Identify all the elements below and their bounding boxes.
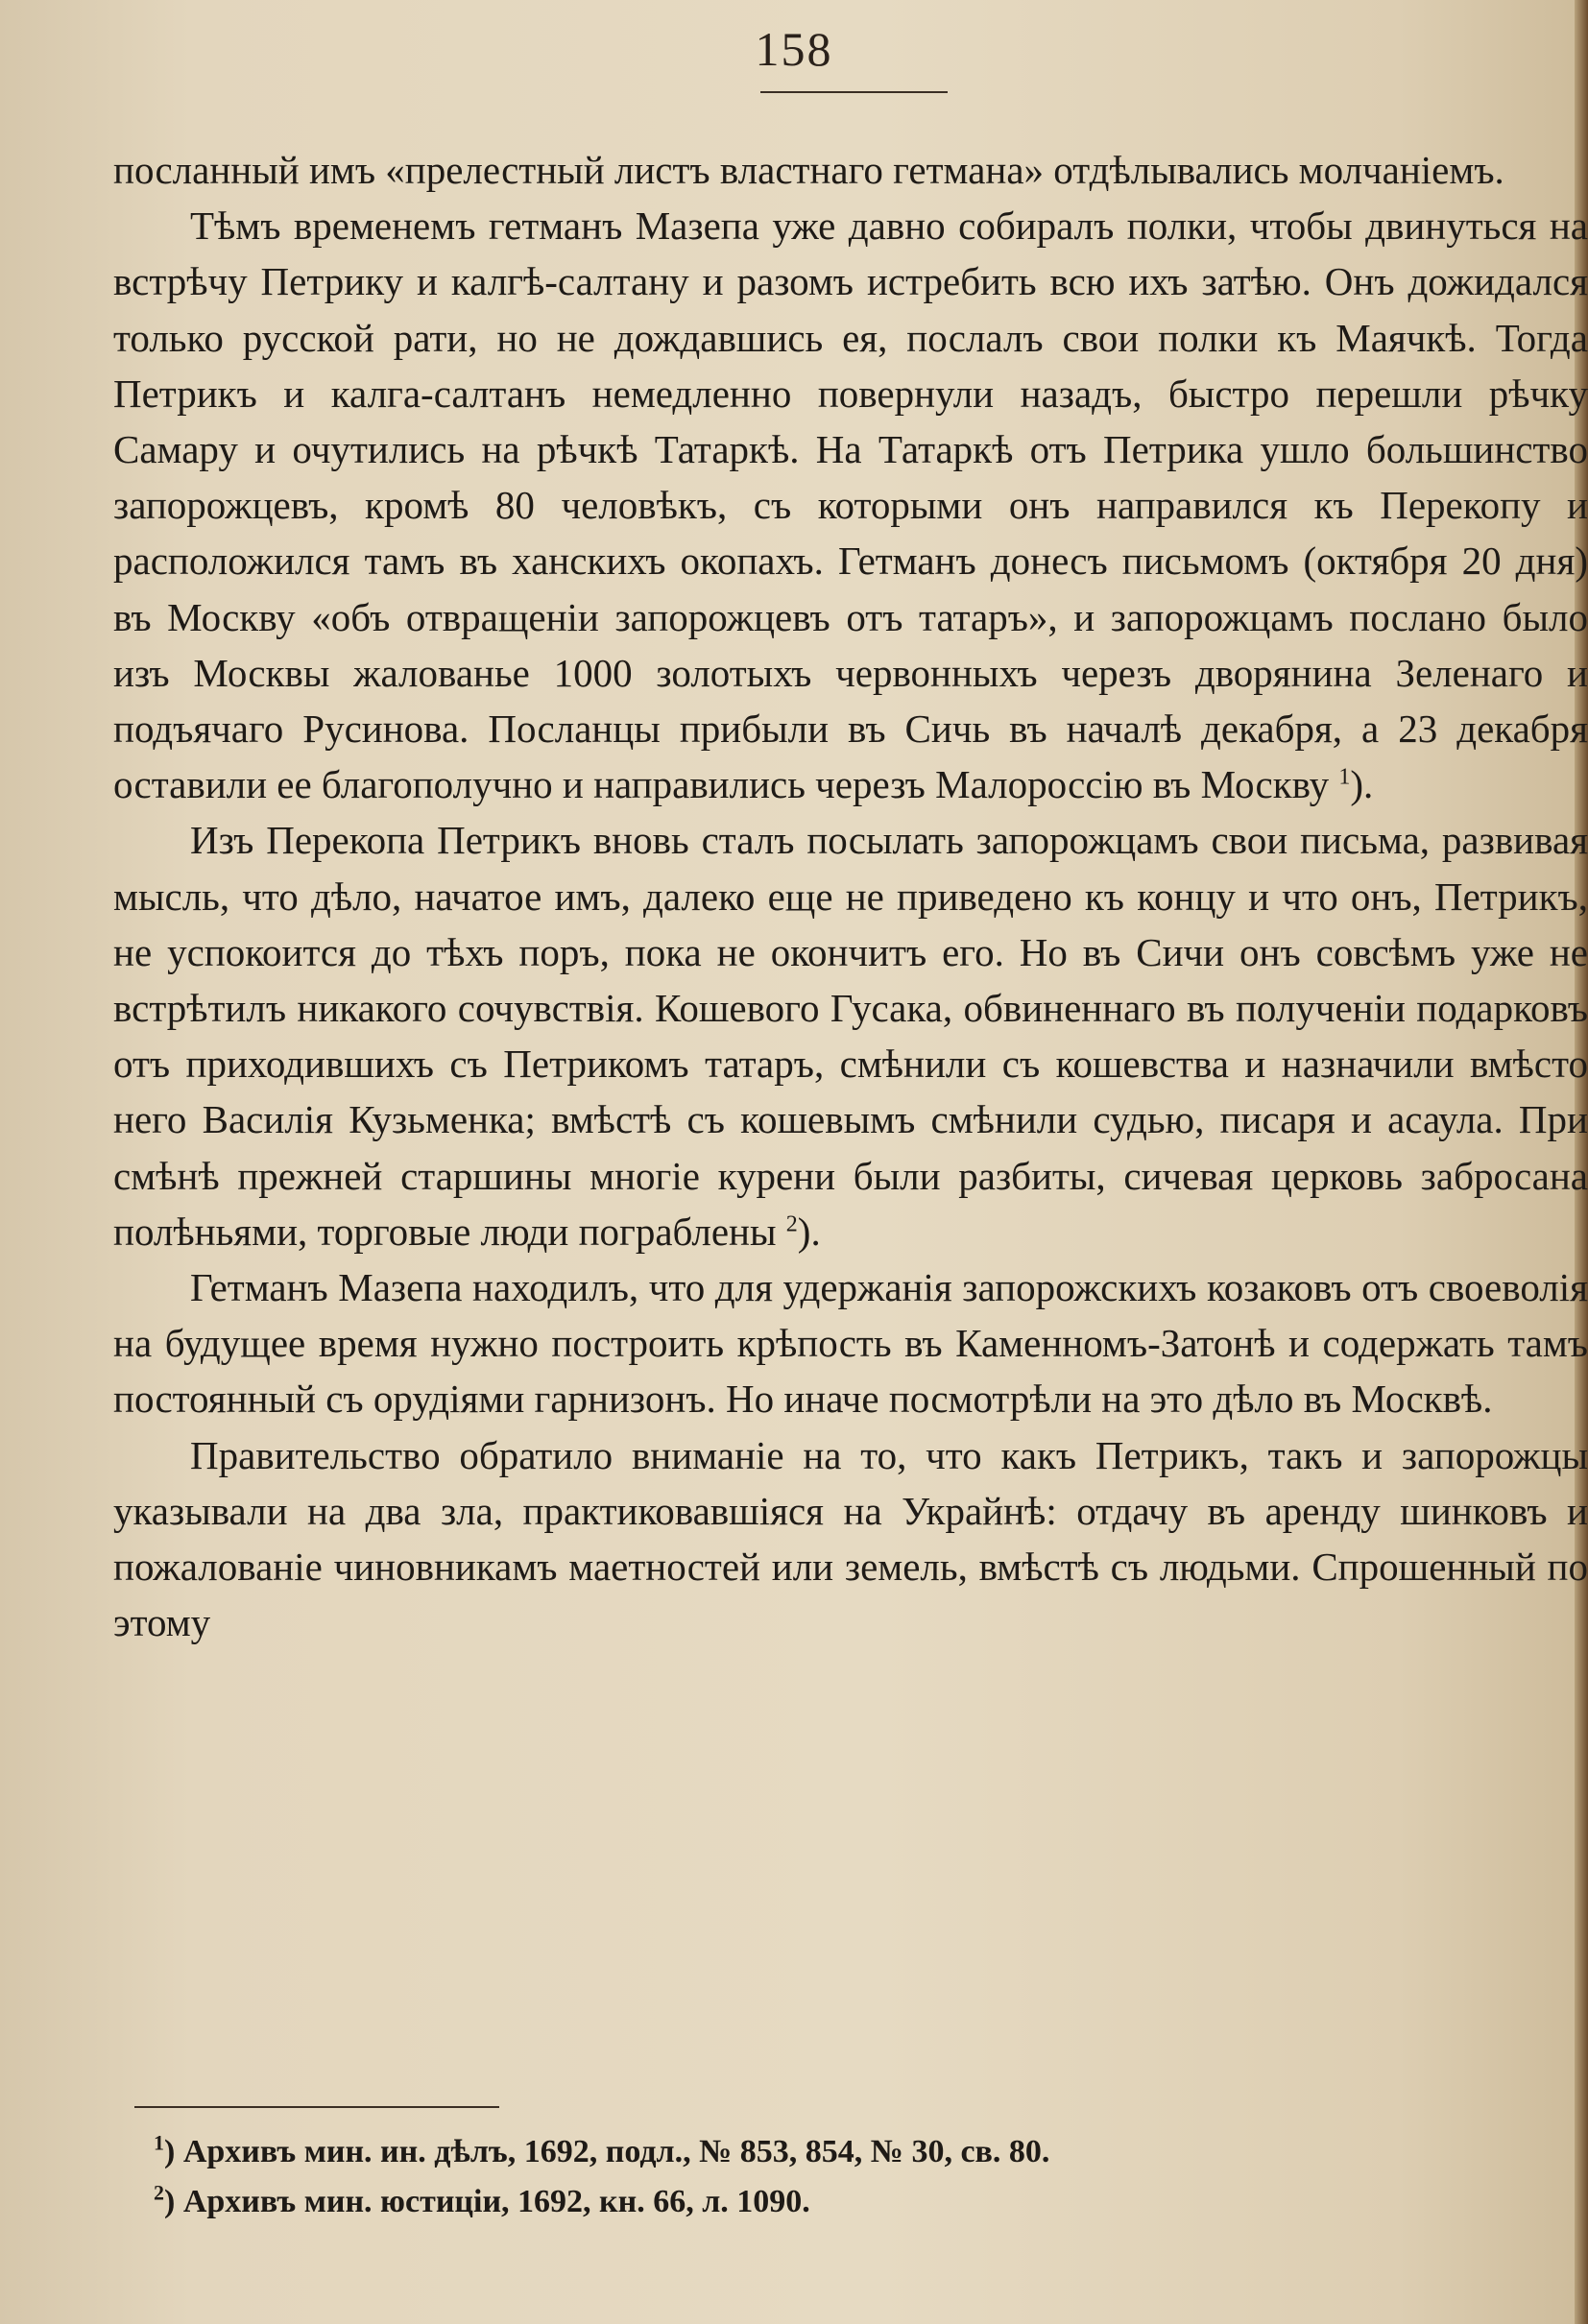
paragraph-2-tail: ). <box>1350 762 1374 807</box>
footnote-1 <box>154 2127 1498 2177</box>
paragraph-5-text: Правительство обратило вниманіе на то, что какъ Петрикъ, такъ и запорожцы указывали на два зла, практиковавшіяся на Украйнѣ: отдачу въ аренду шинковъ и пожалованіе чиновникамъ маетностей или земель, вмѣстѣ съ людьми. Спрошенный по этому <box>113 1432 1588 1645</box>
footnote-ref-2[interactable]: 2 <box>785 1211 798 1237</box>
paragraph-4 <box>113 1259 1588 1427</box>
footnotes <box>154 2127 1498 2227</box>
paragraph-1-text: посланный имъ «прелестный листъ властнаго гетмана» отдѣлывались молчаніемъ. <box>113 148 1504 192</box>
page-number: 158 <box>755 22 833 76</box>
paragraph-1 <box>113 142 1588 198</box>
paragraph-4-text: Гетманъ Мазепа находилъ, что для удержанія запорожскихъ козаковъ отъ своеволія на будущее время нужно построить крѣпость въ Каменномъ-Затонѣ и содержать тамъ постоянный съ орудіями гарнизонъ. Но иначе посмотрѣли на это дѣло въ Москвѣ. <box>113 1265 1588 1422</box>
footnote-2 <box>154 2177 1498 2227</box>
footnote-2-text: ) Архивъ мин. юстиціи, 1692, кн. 66, л. 1090. <box>164 2184 810 2219</box>
footnote-2-mark: 2 <box>154 2180 164 2205</box>
paragraph-3-tail: ). <box>797 1209 821 1254</box>
footnote-rule <box>134 2106 499 2108</box>
paragraph-3-text: Изъ Перекопа Петрикъ вновь сталъ посылать запорожцамъ свои письма, развивая мысль, что дѣло, начатое имъ, далеко еще не приведено къ концу и что онъ, Петрикъ, не успокоится до тѣхъ поръ, пока не окончитъ его. Но въ Сичи онъ совсѣмъ уже не встрѣтилъ никакого сочувствія. Кошевого Гусака, обвиненнаго въ полученіи подарковъ отъ приходившихъ съ Петрикомъ татаръ, смѣнили съ кошевства и назначили вмѣсто него Василія Кузьменка; вмѣстѣ съ кошевымъ смѣнили судью, писаря и асаула. При смѣнѣ прежней старшины многіе курени были разбиты, сичевая церковь забросана полѣньями, торговые люди пограблены <box>113 818 1588 1254</box>
page-number-rule <box>760 91 948 93</box>
paragraph-5 <box>113 1427 1588 1651</box>
paragraph-2 <box>113 198 1588 812</box>
footnote-ref-1[interactable]: 1 <box>1338 764 1351 790</box>
body-text <box>113 142 1588 1650</box>
paragraph-3 <box>113 812 1588 1259</box>
footnote-1-text: ) Архивъ мин. ин. дѣлъ, 1692, подл., № 853, 854, № 30, св. 80. <box>164 2134 1050 2169</box>
paragraph-2-text: Тѣмъ временемъ гетманъ Мазепа уже давно собиралъ полки, чтобы двинуться на встрѣчу Петрику и калгѣ-салтану и разомъ истребить всю ихъ затѣю. Онъ дожидался только русской рати, но не дождавшись ея, послалъ свои полки къ Маячкѣ. Тогда Петрикъ и калга-салтанъ немедленно повернули назадъ, быстро перешли рѣчку Самару и очутились на рѣчкѣ Татаркѣ. На Татаркѣ отъ Петрика ушло большинство запорожцевъ, кромѣ 80 человѣкъ, съ которыми онъ направился къ Перекопу и расположился тамъ въ ханскихъ окопахъ. Гетманъ донесъ письмомъ (октября 20 дня) въ Москву «объ отвращеніи запорожцевъ отъ татаръ», и запорожцамъ послано было изъ Москвы жалованье 1000 золотыхъ червонныхъ черезъ дворянина Зеленаго и подъячаго Русинова. Посланцы прибыли въ Сичь въ началѣ декабря, а 23 декабря оставили ее благополучно и направились черезъ Малороссію въ Москву <box>113 204 1588 807</box>
footnote-1-mark: 1 <box>154 2130 164 2155</box>
